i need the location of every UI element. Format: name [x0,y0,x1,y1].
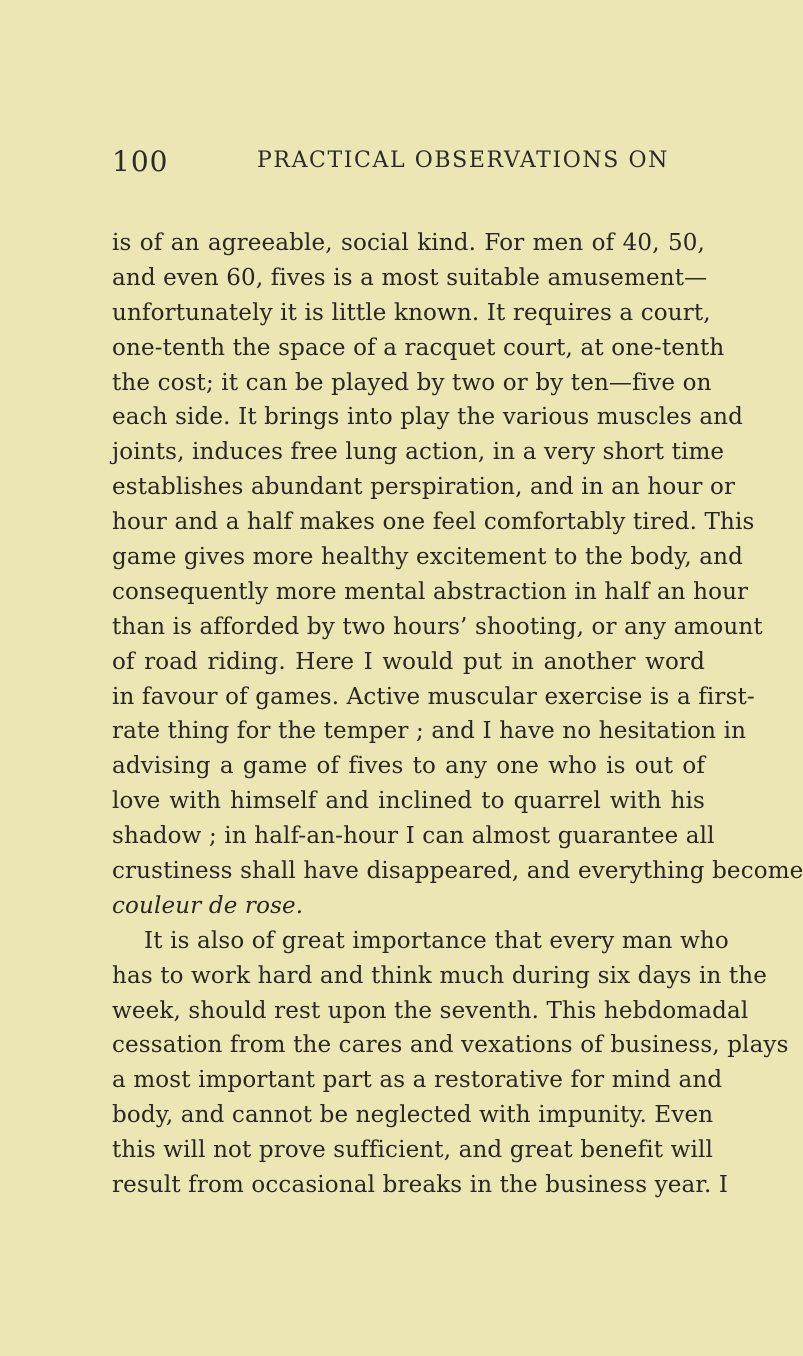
text-line: this will not prove sufficient, and great benefit will [112,1137,714,1164]
text-line: joints, induces free lung action, in a very short time [112,439,725,466]
text-line-italic: couleur de rose. [112,892,304,919]
text-line: and even 60, fives is a most suitable amusement— [112,264,708,291]
text-line: crustiness shall have disappeared, and everything become [112,858,803,885]
text-line-paragraph-start: It is also of great importance that every man who [144,927,729,954]
text-line: of road riding. Here I would put in another word [112,648,705,675]
text-line: the cost; it can be played by two or by ten—five on [112,369,712,396]
text-line: week, should rest upon the seventh. This hebdomadal [112,997,749,1024]
text-line: rate thing for the temper ; and I have no hesitation in [112,718,747,745]
text-line: establishes abundant perspiration, and in an hour or [112,474,736,501]
text-line: hour and a half makes one feel comfortably tired. This [112,509,755,536]
text-line: result from occasional breaks in the business year. I [112,1172,729,1199]
text-line: cessation from the cares and vexations of business, plays [112,1032,789,1059]
page-number: 100 [112,145,169,178]
page-header [112,145,712,181]
text-line: one-tenth the space of a racquet court, at one-tenth [112,334,725,361]
text-line: a most important part as a restorative for mind and [112,1067,723,1094]
text-line: unfortunately it is little known. It requires a court, [112,299,711,326]
text-line: than is afforded by two hours’ shooting, or any amount [112,613,763,640]
text-line: in favour of games. Active muscular exercise is a first- [112,683,755,710]
text-line: shadow ; in half-an-hour I can almost guarantee all [112,823,715,850]
running-head: PRACTICAL OBSERVATIONS ON [257,148,669,173]
text-line: game gives more healthy excitement to the body, and [112,544,743,571]
text-line: each side. It brings into play the various muscles and [112,404,744,431]
text-line: body, and cannot be neglected with impunity. Even [112,1102,714,1129]
text-line: advising a game of fives to any one who is out of [112,753,705,780]
text-line: consequently more mental abstraction in half an hour [112,578,749,605]
text-line: is of an agreeable, social kind. For men of 40, 50, [112,230,705,256]
text-line: love with himself and inclined to quarrel with his [112,788,705,815]
body-text [112,226,803,1203]
text-line: has to work hard and think much during six days in the [112,962,767,989]
